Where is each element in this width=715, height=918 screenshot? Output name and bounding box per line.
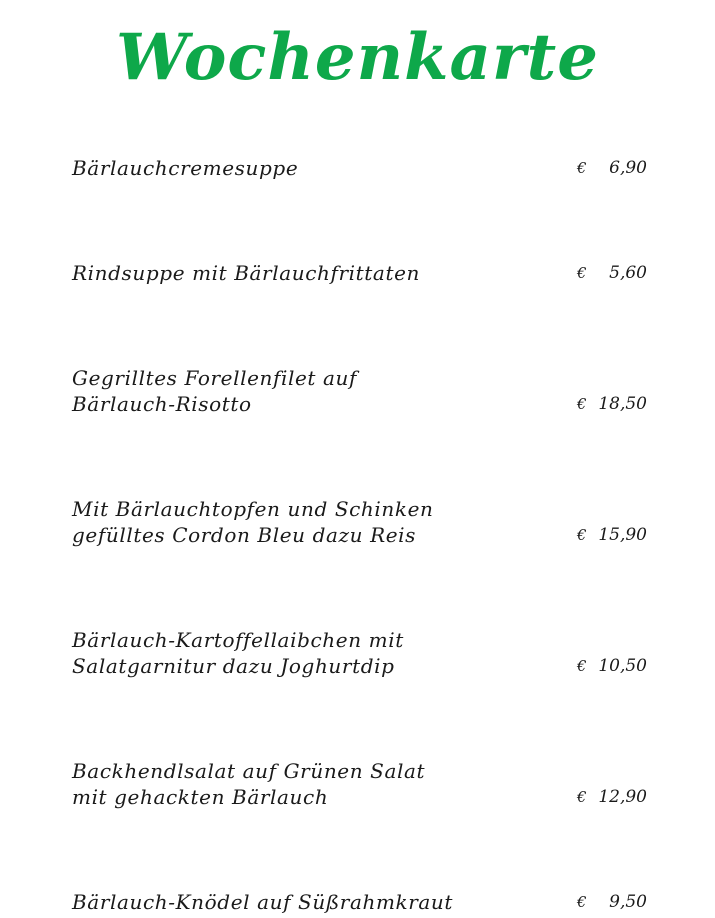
currency-symbol: € [577, 264, 587, 282]
dish-price [577, 889, 647, 915]
dish-price [577, 391, 647, 417]
dish-price [577, 522, 647, 548]
dish-price [577, 653, 647, 679]
currency-symbol: € [577, 395, 587, 413]
dish-name: Mit Bärlauchtopfen und Schinken gefülltes Cordon Bleu dazu Reis [72, 497, 434, 547]
dish-price [577, 260, 647, 286]
price-value: 10,50 [598, 656, 647, 676]
price-value: 15,90 [598, 525, 647, 545]
currency-symbol: € [577, 159, 587, 177]
price-value: 5,60 [609, 263, 647, 283]
currency-symbol: € [577, 788, 587, 806]
dish-name: Backhendlsalat auf Grünen Salat mit gehackten Bärlauch [72, 759, 426, 809]
currency-symbol: € [577, 893, 587, 911]
dish-name: Bärlauchcremesuppe [72, 156, 299, 180]
price-value: 18,50 [598, 394, 647, 414]
menu-title: Wochenkarte [116, 20, 599, 95]
currency-symbol: € [577, 657, 587, 675]
dish-price [577, 784, 647, 810]
price-value: 9,50 [609, 892, 647, 912]
dish-name: Bärlauch-Kartoffellaibchen mit Salatgarnitur dazu Joghurtdip [72, 628, 404, 678]
price-value: 6,90 [609, 158, 647, 178]
currency-symbol: € [577, 526, 587, 544]
dish-name: Bärlauch-Knödel auf Süßrahmkraut [72, 890, 454, 914]
price-value: 12,90 [598, 787, 647, 807]
dish-name: Gegrilltes Forellenfilet auf Bärlauch-Risotto [72, 366, 358, 416]
dish-name: Rindsuppe mit Bärlauchfrittaten [72, 261, 421, 285]
dish-price [577, 155, 647, 181]
